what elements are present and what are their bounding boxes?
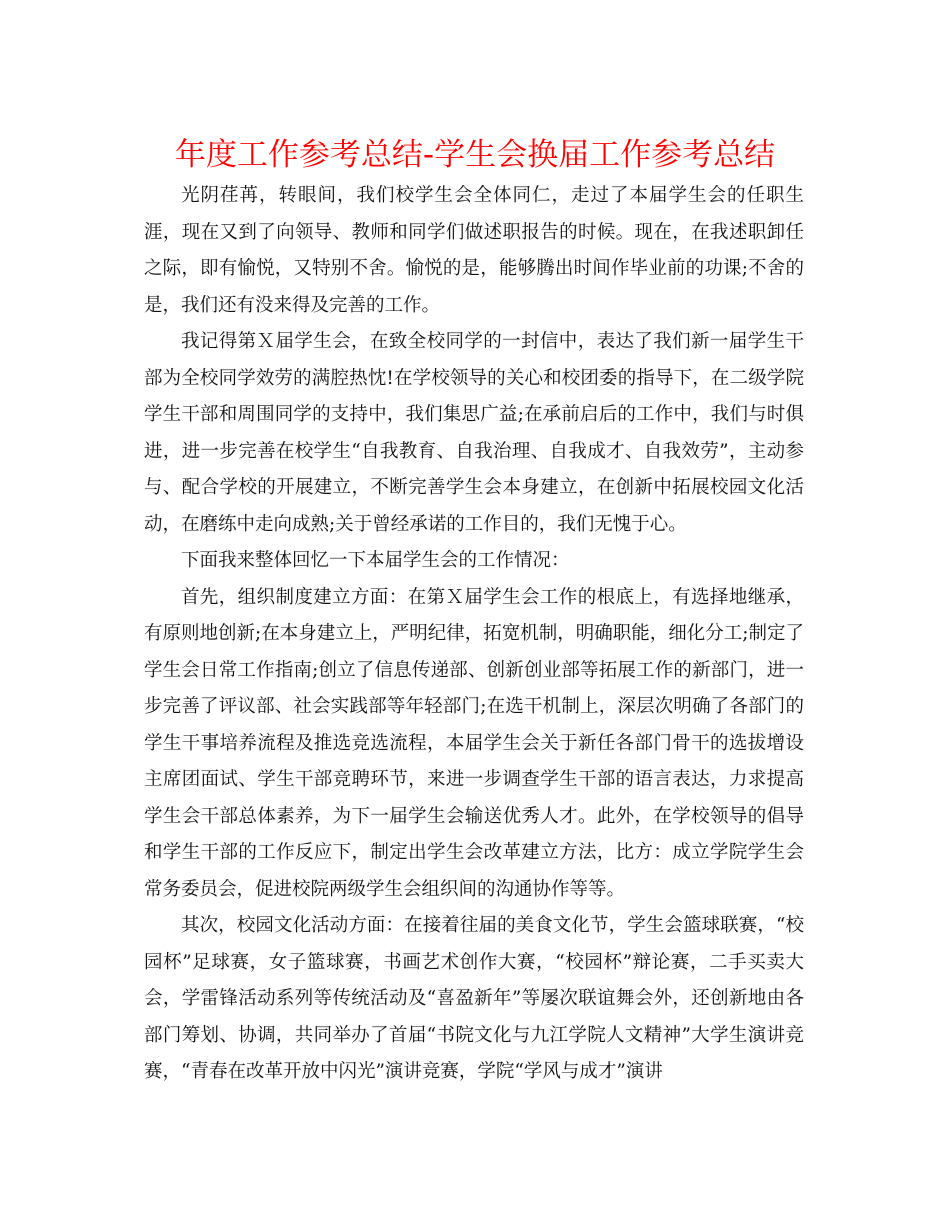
document-body (144, 178, 804, 1091)
paragraph-organization: 首先，组织制度建立方面：在第Ｘ届学生会工作的根底上，有选择地继承，有原则地创新;在本身建立上，严明纪律，拓宽机制，明确职能，细化分工;制定了学生会日常工作指南;创立了信息传递部、创新创业部等拓展工作的新部门，进一步完善了评议部、社会实践部等年轻部门;在选干机制上，深层次明确了各部门的学生干事培养流程及推选竞选流程，本届学生会关于新任各部门骨干的选拔增设主席团面试、学生干部竞聘环节，来进一步调查学生干部的语言表达，力求提高学生会干部总体素养，为下一届学生会输送优秀人才。此外，在学校领导的倡导和学生干部的工作反应下，制定出学生会改革建立方法，比方：成立学院学生会常务委员会，促进校院两级学生会组织间的沟通协作等等。 (144, 586, 804, 900)
paragraph-campus-culture: 其次，校园文化活动方面：在接着往届的美食文化节，学生会篮球联赛，“校园杯”足球赛，女子篮球赛，书画艺术创作大赛，“校园杯”辩论赛，二手买卖大会，学雷锋活动系列等传统活动及“喜盈新年”等屡次联谊舞会外，还创新地由各部门筹划、协调，共同举办了首届“书院文化与九江学院人文精神”大学生演讲竞赛，“青春在改革开放中闪光”演讲竞赛，学院“学风与成才”演讲 (144, 915, 804, 1082)
paragraph-overview: 下面我来整体回忆一下本届学生会的工作情况： (181, 550, 570, 571)
paragraph-review: 我记得第Ｘ届学生会，在致全校同学的一封信中，表达了我们新一届学生干部为全校同学效劳的满腔热忱!在学校领导的关心和校团委的指导下，在二级学院学生干部和周围同学的支持中，我们集思广益;在承前启后的工作中，我们与时俱进，进一步完善在校学生“自我教育、自我治理、自我成才、自我效劳”，主动参与、配合学校的开展建立，不断完善学生会本身建立，在创新中拓展校园文化活动，在磨练中走向成熟;关于曾经承诺的工作目的，我们无愧于心。 (144, 331, 804, 535)
paragraph-intro: 光阴荏苒，转眼间，我们校学生会全体同仁，走过了本届学生会的任职生涯，现在又到了向领导、教师和同学们做述职报告的时候。现在，在我述职卸任之际，即有愉悦，又特别不舍。愉悦的是，能够腾出时间作毕业前的功课;不舍的是，我们还有没来得及完善的工作。 (144, 185, 804, 316)
document-title: 年度工作参考总结-学生会换届工作参考总结 (174, 137, 776, 173)
